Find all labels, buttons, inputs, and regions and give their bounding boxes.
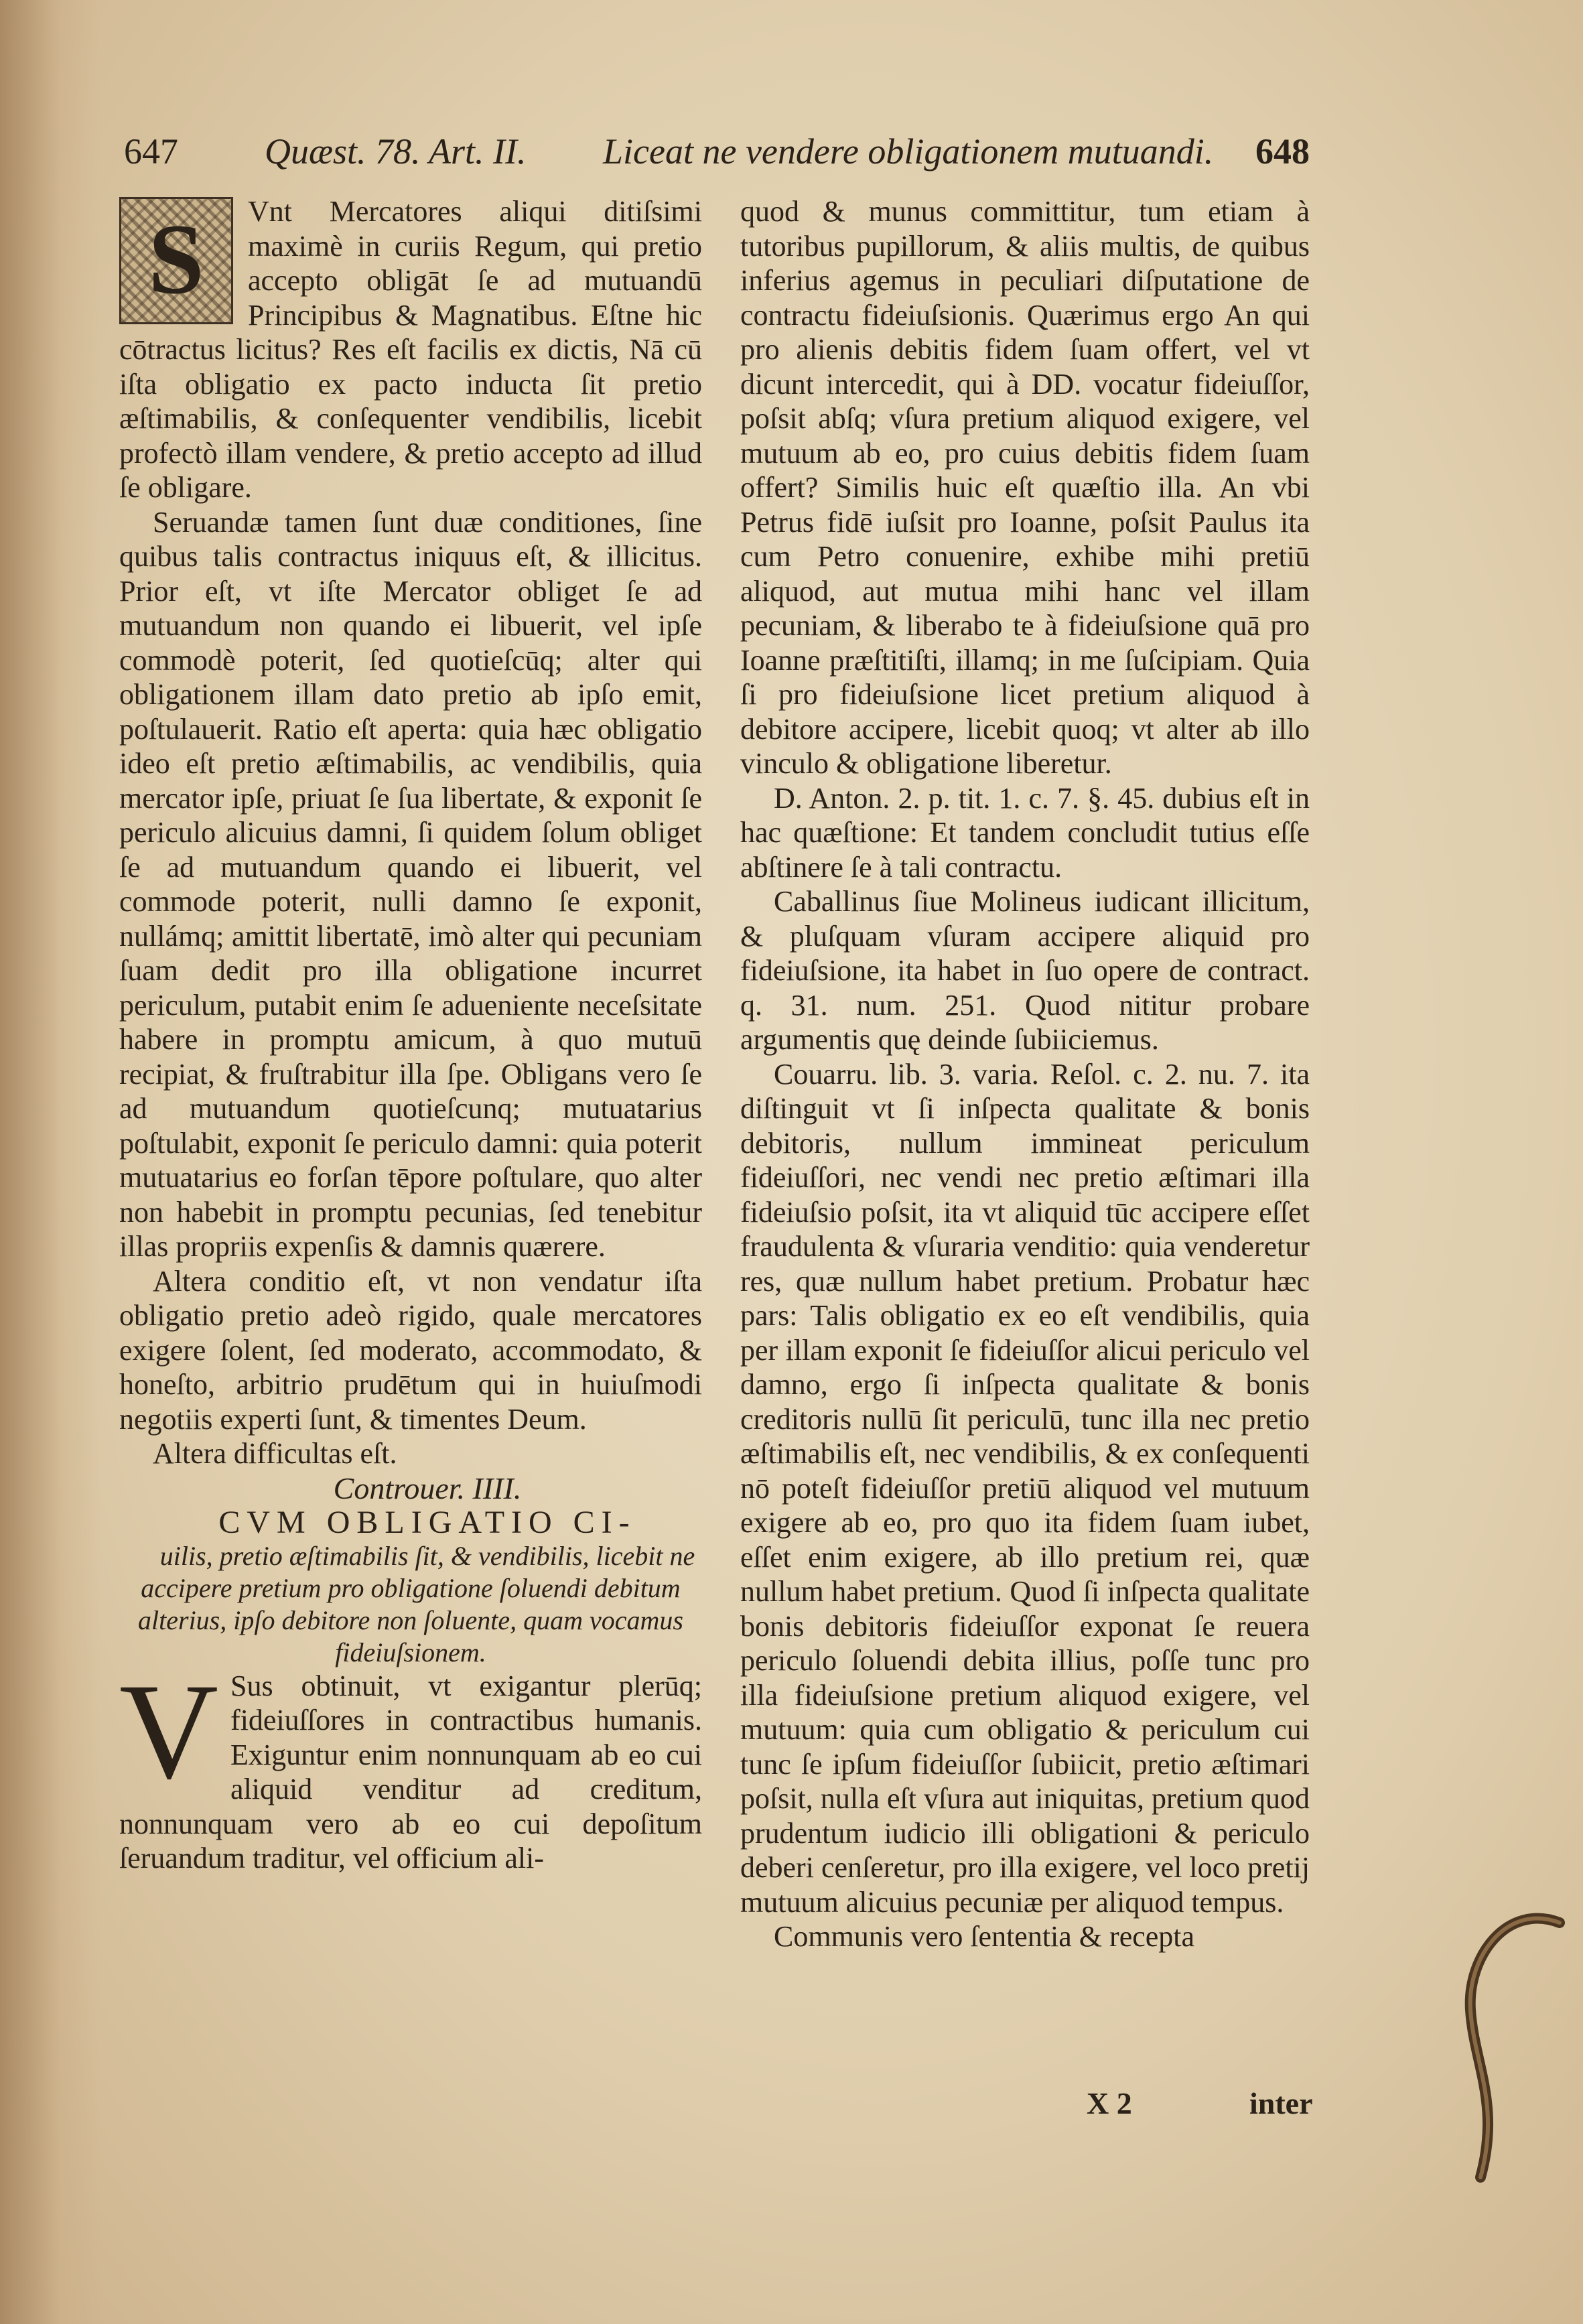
- paragraph: Sus obtinuit, vt exigantur plerūq; fideiuſſores in contractibus humanis. Exiguntur enim nonnunquam ab eo cui aliquid venditur ad creditum, nonnunquam vero ab eo cui depoſitum ſeruandum traditur, vel officium ali-: [119, 1669, 702, 1874]
- paragraph: Altera difficultas eſt.: [153, 1437, 397, 1470]
- paragraph: Seruandæ tamen ſunt duæ conditiones, ſine quibus talis contractus iniquus eſt, & illicitus. Prior eſt, vt iſte Mercator obliget ſe ad mutuandum non quando ei libuerit, vel ipſe commodè poterit, ſed quotieſcūq; alter qui obligationem illam dato pretio ab ipſo emit, poſtulauerit. Ratio eſt aperta: quia hæc obligatio ideo eſt pretio æſtimabilis, ac vendibilis, quia mercator ipſe, priuat ſe ſua libertate, & exponit ſe periculo alicuius damni, ſi quidem ſolum obliget ſe ad mutuandum quando ei libuerit, vel commode poterit, nulli damno ſe exponit, nullámq; amittit libertatē, imò alter qui pecuniam ſuam dedit pro illa obligatione incurret periculum, putabit enim ſe adueniente neceſsitate habere in promptu amicum, à quo mutuū recipiat, & fruſtrabitur illa ſpe. Obligans vero ſe ad mutuandum quotieſcunq; mutuatarius poſtulabit, exponit ſe periculo damni: quia poterit mutuatarius eo forſan tēpore poſtulare, quo alter non habebit in promptu pecunias, ſed tenebitur illas propriis expenſis & damnis quærere.: [119, 505, 702, 1263]
- paragraph: Caballinus ſiue Molineus iudicant illicitum, & pluſquam vſuram accipere aliquid pro fideiuſsione, ita habet in ſuo opere de contract. q. 31. num. 251. Quod nititur probare argumentis quę deinde ſubiiciemus.: [740, 885, 1310, 1056]
- running-title: Liceat ne vendere obligationem mutuandi.: [603, 131, 1214, 172]
- running-head: [124, 131, 1310, 178]
- ribbon-bookmark: [1407, 1896, 1581, 2191]
- right-column: [740, 194, 1310, 1954]
- question-reference: Quæst. 78. Art. II.: [265, 131, 527, 172]
- folio-left: 647: [124, 131, 178, 172]
- signature-mark: X 2: [1087, 2086, 1132, 2120]
- question-text: uilis, pretio æſtimabilis ſit, & vendibilis, licebit ne accipere pretium pro obligatione ſoluendi debitum alterius, ipſo debitore non ſoluente, quam vocamus fideiuſsionem.: [138, 1540, 695, 1667]
- paragraph: Altera conditio eſt, vt non vendatur iſta obligatio pretio adeò rigido, quale mercatores exigere ſolent, ſed moderato, accommodato, & honeſto, arbitrio prudētum qui in huiuſmodi negotiis experti ſunt, & timentes Deum.: [119, 1264, 702, 1436]
- catchword: inter: [1249, 2086, 1313, 2120]
- spine-shadow: [0, 0, 100, 2324]
- ornamental-initial: S: [119, 197, 233, 324]
- paragraph: D. Anton. 2. p. tit. 1. c. 7. §. 45. dubius eſt in hac quæſtione: Et tandem concludit tutius eſſe abſtinere ſe à tali contractu.: [740, 781, 1310, 884]
- paragraph: Couarru. lib. 3. varia. Reſol. c. 2. nu. 7. ita diſtinguit vt ſi inſpecta qualitate & bonis debitoris, nullum immineat periculum fideiuſſori, nec vendi nec pretio æſtimari illa fideiuſsio poſsit, ita vt aliquid tūc accipere eſſet fraudulenta & vſuraria venditio: quia venderetur res, quæ nullum habet pretium. Probatur hæc pars: Talis obligatio ex eo eſt vendibilis, quia per illam exponit ſe fideiuſſor alicui periculo vel damno, ergo ſi inſpecta qualitate & bonis creditoris nullū ſit periculū, tunc illa nec pretio æſtimabilis eſt, nec vendibilis, & ex conſequenti nō poteſt fideiuſſor pretiū aliquod vel mutuum exigere ab eo, pro quo ita fidem ſuam iubet, eſſet enim exigere, ab illo pretium rei, quæ nullum habet pretium. Quod ſi inſpecta qualitate bonis debitoris fideiuſſor exponat ſe reuera periculo ſoluendi debita illius, poſſe tunc pro illa fideiuſsione pretium aliquod exigere, vel mutuum: quia cum obligatio & periculum cui tunc ſe ipſum fideiuſſor ſubiicit, pretio æſtimari poſsit, nulla eſt vſura aut iniquitas, pretium quod prudentum iudicio illi obligationi & periculo deberi cenſeretur, pro illa exigere, vel loco pretij mutuum alicuius pecuniæ per aliquod tempus.: [740, 1057, 1310, 1919]
- section-heading: Controuer. IIII.: [333, 1471, 522, 1505]
- paragraph: Communis vero ſententia & recepta: [774, 1920, 1195, 1953]
- paragraph: Vnt Mercatores aliqui ditiſsimi maximè in curiis Regum, qui pretio accepto obligāt ſe ad mutuandū Principibus & Magnatibus. Eſtne hic cōtractus licitus? Res eſt facilis ex dictis, Nā cū iſta obligatio ex pacto inducta ſit pretio æſtimabilis, & conſequenter vendibilis, licebit profectò illam vendere, & pretio accepto ad illud ſe obligare.: [119, 195, 702, 504]
- paragraph: quod & munus committitur, tum etiam à tutoribus pupillorum, & aliis multis, de quibus inferius agemus in peculiari diſputatione de contractu fideiuſsionis. Quærimus ergo An qui pro alienis debitis fidem ſuam offert, vel vt dicunt intercedit, qui à DD. vocatur fideiuſſor, poſsit abſq; vſura pretium aliquod exigere, vel mutuum ab eo, pro cuius debitis fidem ſuam offert? Similis huic eſt quæſtio illa. An vbi Petrus fidē iuſsit pro Ioanne, poſsit Paulus ita cum Petro conuenire, exhibe mihi pretiū aliquod, aut mutua mihi hanc vel illam pecuniam, & liberabo te à fideiuſsione quā pro Ioanne præſtitiſti, illamq; in me ſuſcipiam. Quia ſi pro fideiuſsione licet pretium aliquod à debitore accipere, licebit quoq; vt alter ab illo vinculo & obligatione liberetur.: [740, 195, 1310, 780]
- initial-letter: V: [119, 1655, 219, 1807]
- left-column: [119, 194, 702, 1876]
- folio-right: 648: [1255, 131, 1310, 172]
- question-title: CVM OBLIGATIO CI-: [218, 1505, 636, 1540]
